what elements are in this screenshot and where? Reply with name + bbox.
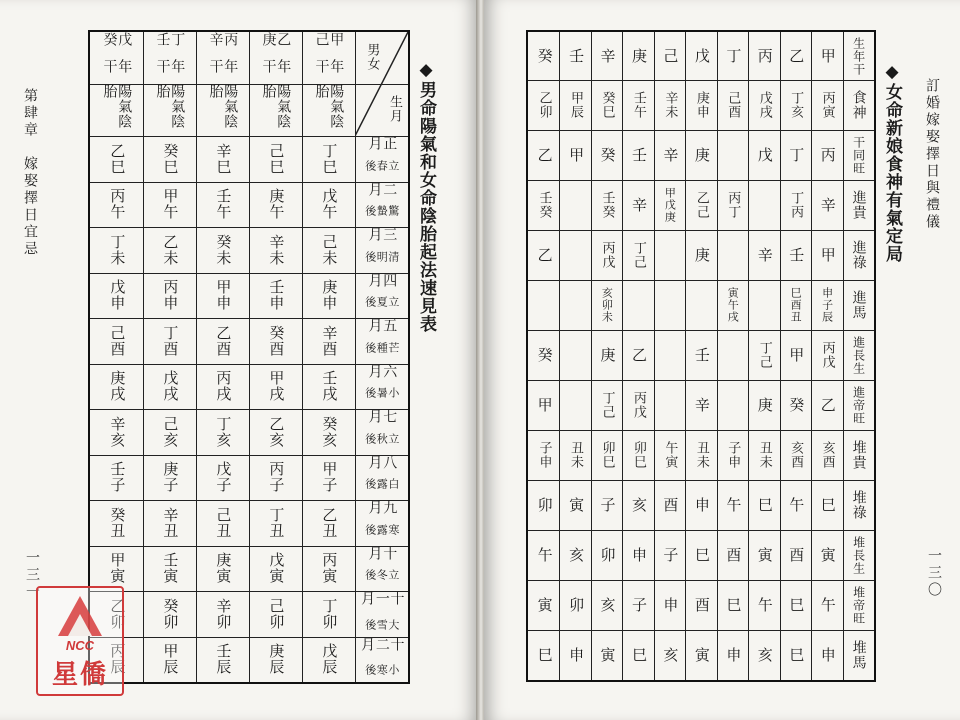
stem-branch-cell: 卯巳 [599, 441, 615, 469]
ganzhi-cell: 己酉 [108, 324, 127, 357]
ganzhi-cell: 丙午 [108, 188, 127, 221]
stem-branch-cell: 丁己 [599, 391, 615, 419]
month-cell [355, 227, 408, 273]
stem-branch-cell [559, 280, 590, 330]
stem-branch-cell: 甲 [567, 147, 586, 163]
ganzhi-cell: 辛丑 [161, 506, 180, 539]
stem-branch-cell: 丁丙 [788, 191, 804, 219]
stem-branch-cell: 亥 [755, 647, 774, 663]
ganzhi-cell: 癸丑 [108, 506, 127, 539]
solar-term-label: 小寒後 [363, 664, 400, 677]
stem-branch-cell [717, 380, 748, 430]
stem-branch-cell: 辛 [692, 397, 711, 413]
yang-yin-subheader: 陽氣陰胎 [260, 84, 292, 129]
ganzhi-cell: 己卯 [267, 597, 286, 630]
stem-branch-cell: 申 [567, 647, 586, 663]
stem-branch-cell: 亥 [598, 597, 617, 613]
solar-term-label: 芒種後 [363, 341, 400, 354]
ganzhi-cell: 丁酉 [161, 324, 180, 357]
ganzhi-cell: 甲子 [320, 461, 339, 494]
stem-branch-cell: 申 [629, 547, 648, 563]
stem-branch-cell: 丑未 [693, 441, 709, 469]
month-label: 二月 [366, 181, 398, 197]
stem-branch-cell: 酉 [787, 547, 806, 563]
ganzhi-cell: 壬戌 [320, 370, 339, 403]
ganzhi-cell: 庚午 [267, 188, 286, 221]
stem-branch-cell: 壬 [787, 247, 806, 263]
stem-branch-cell: 壬癸 [536, 191, 552, 219]
solar-term-label: 立春後 [363, 159, 400, 172]
stem-branch-cell: 辛 [818, 197, 837, 213]
ganzhi-cell: 戊申 [108, 279, 127, 312]
stem-branch-cell [654, 230, 685, 280]
stem-branch-cell [748, 280, 779, 330]
stem-branch-cell: 庚 [692, 147, 711, 163]
ganzhi-cell: 戊寅 [267, 552, 286, 585]
stem-branch-cell: 辛 [629, 197, 648, 213]
ganzhi-cell: 丙申 [161, 279, 180, 312]
stem-branch-cell: 庚 [598, 347, 617, 363]
year-stem-header [249, 32, 302, 84]
year-stem-pair: 丁壬 [154, 32, 186, 47]
row-label: 堆貴 [850, 440, 867, 470]
stem-branch-cell: 寅 [692, 647, 711, 663]
month-cell [355, 546, 408, 592]
stem-header: 甲 [818, 48, 837, 64]
ganzhi-cell: 壬午 [214, 188, 233, 221]
year-stem-header [302, 32, 355, 84]
stem-branch-cell: 寅 [598, 647, 617, 663]
stem-branch-cell: 丁 [787, 147, 806, 163]
stem-branch-cell [528, 280, 559, 330]
stem-header: 戊 [692, 48, 711, 64]
ganzhi-cell: 乙巳 [108, 142, 127, 175]
month-cell [355, 364, 408, 410]
month-label: 四月 [366, 272, 398, 288]
ganzhi-cell: 甲申 [214, 279, 233, 312]
stem-branch-cell: 卯 [598, 547, 617, 563]
stem-header: 庚 [629, 48, 648, 64]
stem-branch-cell: 丙戊 [819, 341, 835, 369]
stem-branch-cell: 丁亥 [788, 91, 804, 119]
month-cell [355, 136, 408, 182]
stem-branch-cell [559, 380, 590, 430]
year-stem-pair: 乙庚 [260, 32, 292, 47]
ganzhi-cell: 甲寅 [108, 552, 127, 585]
stem-branch-cell [654, 280, 685, 330]
ganzhi-cell: 庚子 [161, 461, 180, 494]
stem-branch-cell: 辛未 [662, 91, 678, 119]
ganzhi-cell: 辛酉 [320, 324, 339, 357]
year-stem-label: 年干 [313, 59, 345, 74]
stem-branch-cell: 甲辰 [568, 91, 583, 119]
ganzhi-cell: 庚寅 [214, 552, 233, 585]
stem-branch-cell [559, 330, 590, 380]
stem-branch-cell: 申 [818, 647, 837, 663]
stem-branch-cell: 亥 [629, 497, 648, 513]
month-label: 八月 [366, 454, 398, 470]
ganzhi-cell: 壬辰 [214, 643, 233, 676]
ganzhi-cell: 己亥 [161, 415, 180, 448]
row-label: 進長生 [851, 335, 866, 375]
stem-branch-cell: 午 [755, 597, 774, 613]
stem-branch-cell: 壬 [692, 347, 711, 363]
ganzhi-cell: 丙寅 [320, 552, 339, 585]
stem-header: 乙 [787, 48, 806, 64]
yang-yin-subheader: 陽氣陰胎 [313, 84, 345, 129]
ganzhi-cell: 庚申 [320, 279, 339, 312]
year-stem-header [196, 32, 249, 84]
ganzhi-cell: 戊辰 [320, 643, 339, 676]
stem-branch-cell: 壬 [629, 147, 648, 163]
stem-branch-cell: 戊 [755, 147, 774, 163]
month-label: 五月 [366, 318, 398, 333]
ganzhi-cell: 壬子 [108, 461, 127, 494]
stem-branch-cell: 巳 [535, 647, 554, 663]
stem-branch-cell: 丙丁 [725, 191, 741, 219]
ganzhi-cell: 癸酉 [267, 324, 286, 357]
row-label: 進貴 [850, 190, 867, 220]
year-stem-pair: 戊癸 [101, 32, 133, 47]
year-stem-pair: 丙辛 [207, 32, 239, 47]
ganzhi-cell: 乙卯 [108, 597, 127, 630]
stem-branch-cell: 庚 [755, 397, 774, 413]
month-cell [355, 637, 408, 683]
month-cell [355, 318, 408, 364]
stem-branch-cell: 亥卯未 [600, 287, 614, 323]
ganzhi-cell: 乙酉 [214, 324, 233, 357]
stem-branch-cell: 辛 [661, 147, 680, 163]
row-label: 堆馬 [850, 640, 867, 670]
stem-branch-cell: 午 [818, 597, 837, 613]
stem-branch-cell [654, 380, 685, 430]
stem-branch-cell: 子申 [536, 441, 552, 469]
ganzhi-cell: 辛巳 [214, 142, 233, 175]
month-label: 六月 [366, 363, 398, 379]
ganzhi-cell: 戊子 [214, 461, 233, 494]
stem-branch-cell: 寅 [755, 547, 774, 563]
stem-branch-cell: 子 [629, 597, 648, 613]
solar-term-label: 白露後 [363, 478, 400, 491]
ganzhi-cell: 丙子 [267, 461, 286, 494]
ganzhi-cell: 丙辰 [108, 643, 127, 676]
ganzhi-cell: 甲午 [161, 188, 180, 221]
ganzhi-cell: 庚辰 [267, 643, 286, 676]
ganzhi-cell: 辛未 [267, 233, 286, 266]
stem-branch-cell: 卯 [535, 497, 554, 513]
stem-branch-cell: 庚 [692, 247, 711, 263]
stem-branch-cell: 戊戌 [756, 91, 772, 119]
ganzhi-cell: 壬寅 [161, 552, 180, 585]
stem-branch-cell: 癸巳 [599, 91, 615, 119]
watermark-ncc-text: NCC [65, 638, 95, 653]
stem-branch-cell: 甲 [787, 347, 806, 363]
stem-branch-cell: 卯 [567, 597, 586, 613]
stem-header: 丙 [755, 48, 774, 64]
ganzhi-cell: 丁卯 [320, 597, 339, 630]
ncc-watermark-logo [36, 586, 124, 696]
stem-branch-cell: 丙戊 [599, 241, 615, 269]
stem-branch-cell: 午 [535, 547, 554, 563]
ganzhi-cell: 丁未 [108, 233, 127, 266]
ganzhi-cell: 丁丑 [267, 506, 286, 539]
solar-term-label: 驚蟄後 [363, 205, 400, 218]
stem-branch-cell: 巳 [755, 497, 774, 513]
stem-header: 癸 [535, 48, 554, 64]
year-stem-label: 年干 [207, 59, 239, 74]
left-running-header: 第肆章 嫁娶擇日宜忌 [22, 88, 38, 258]
stem-branch-cell: 甲戊庚 [663, 187, 677, 223]
stem-header-label: 生年干 [851, 36, 866, 76]
shi-shen-table [526, 30, 876, 682]
ganzhi-cell: 己未 [320, 233, 339, 266]
ganzhi-cell: 癸亥 [320, 415, 339, 448]
stem-branch-cell: 酉 [661, 497, 680, 513]
solar-term-label: 立秋後 [363, 432, 400, 445]
stem-branch-cell: 巳 [818, 497, 837, 513]
month-cell [355, 591, 408, 637]
right-running-header: 訂婚嫁娶擇日與禮儀 [924, 78, 940, 231]
ganzhi-cell: 戊戌 [161, 370, 180, 403]
row-label: 堆祿 [850, 490, 867, 520]
stem-branch-cell: 亥 [567, 547, 586, 563]
stem-branch-cell: 壬癸 [599, 191, 615, 219]
stem-branch-cell: 乙 [535, 247, 554, 263]
stem-branch-cell [717, 330, 748, 380]
solar-term-label: 立冬後 [363, 569, 400, 582]
stem-branch-cell [717, 230, 748, 280]
ganzhi-cell: 乙丑 [320, 506, 339, 539]
solar-term-label: 立夏後 [363, 296, 400, 309]
month-cell [355, 455, 408, 501]
stem-branch-cell: 寅 [535, 597, 554, 613]
stem-branch-cell: 子申 [725, 441, 741, 469]
month-label: 九月 [366, 500, 398, 515]
stem-branch-cell: 庚申 [693, 91, 709, 119]
stem-branch-cell: 甲 [535, 397, 554, 413]
ganzhi-cell: 甲戌 [267, 370, 286, 403]
row-label: 干同旺 [851, 135, 866, 175]
stem-branch-cell: 卯巳 [630, 441, 646, 469]
stem-branch-cell: 子 [661, 547, 680, 563]
ganzhi-cell: 辛卯 [214, 597, 233, 630]
ganzhi-cell: 甲辰 [161, 643, 180, 676]
stem-branch-cell: 午 [787, 497, 806, 513]
month-label: 七月 [366, 409, 398, 424]
yang-qi-yin-tai-table [88, 30, 410, 684]
ganzhi-cell: 乙亥 [267, 415, 286, 448]
month-cell [355, 409, 408, 455]
stem-branch-cell: 丁己 [756, 341, 772, 369]
solar-term-label: 大雪後 [363, 618, 400, 631]
stem-branch-cell: 癸 [598, 147, 617, 163]
row-label: 進馬 [850, 290, 867, 320]
right-page [484, 0, 960, 720]
yang-yin-subheader: 陽氣陰胎 [154, 84, 186, 129]
ganzhi-cell: 乙未 [161, 233, 180, 266]
ganzhi-cell: 丁巳 [320, 142, 339, 175]
stem-branch-cell: 己酉 [725, 91, 741, 119]
stem-branch-cell: 乙己 [693, 191, 709, 219]
stem-branch-cell: 午 [724, 497, 743, 513]
year-stem-pair: 甲己 [313, 32, 345, 47]
solar-term-label: 寒露後 [363, 523, 400, 536]
ganzhi-cell: 癸卯 [161, 597, 180, 630]
stem-header: 己 [661, 48, 680, 64]
left-page-number: 一三一 [24, 550, 40, 601]
stem-branch-cell: 午寅 [662, 441, 678, 469]
row-label: 食神 [850, 90, 867, 120]
stem-branch-cell: 辛 [755, 247, 774, 263]
stem-branch-cell: 寅午戌 [726, 287, 740, 323]
stem-branch-cell [559, 230, 590, 280]
month-cell [355, 500, 408, 546]
stem-branch-cell: 巳 [787, 647, 806, 663]
row-label: 堆帝旺 [851, 585, 866, 625]
corner-label-gender: 男女 [364, 43, 380, 72]
stem-branch-cell: 乙 [818, 397, 837, 413]
stem-branch-cell: 寅 [567, 497, 586, 513]
stem-branch-cell [654, 330, 685, 380]
ganzhi-cell: 庚戌 [108, 370, 127, 403]
right-table-title: ◆女命新娘食神有氣定局 [882, 62, 902, 263]
right-page-number: 一三〇 [926, 548, 942, 599]
row-label: 進祿 [850, 240, 867, 270]
row-label: 進帝旺 [851, 385, 866, 425]
month-label: 十月 [366, 545, 398, 561]
stem-branch-cell: 丙寅 [819, 91, 835, 119]
month-cell [355, 182, 408, 228]
stem-branch-cell: 申 [661, 597, 680, 613]
ganzhi-cell: 辛亥 [108, 415, 127, 448]
stem-branch-cell [622, 280, 653, 330]
year-stem-label: 年干 [260, 59, 292, 74]
ganzhi-cell: 戊午 [320, 188, 339, 221]
stem-branch-cell: 申 [724, 647, 743, 663]
stem-branch-cell [717, 130, 748, 180]
stem-branch-cell: 丑未 [568, 441, 583, 469]
yang-yin-subheader: 陽氣陰胎 [101, 84, 133, 129]
stem-branch-cell: 亥 [661, 647, 680, 663]
stem-header: 丁 [724, 48, 743, 64]
stem-branch-cell: 壬午 [630, 91, 646, 119]
month-cell [355, 273, 408, 319]
year-stem-header [90, 32, 143, 84]
stem-branch-cell: 癸 [535, 347, 554, 363]
year-stem-label: 年干 [154, 59, 186, 74]
stem-branch-cell: 乙 [535, 147, 554, 163]
stem-branch-cell: 申 [692, 497, 711, 513]
ganzhi-cell: 己巳 [267, 142, 286, 175]
solar-term-label: 清明後 [363, 250, 400, 263]
stem-branch-cell: 癸 [787, 397, 806, 413]
stem-branch-cell: 申子辰 [820, 287, 834, 323]
stem-branch-cell: 丑未 [756, 441, 772, 469]
stem-branch-cell [685, 280, 716, 330]
stem-branch-cell: 甲 [818, 247, 837, 263]
stem-branch-cell: 丙戊 [630, 391, 646, 419]
month-label: 三月 [366, 227, 398, 242]
month-label: 正月 [366, 136, 398, 151]
ganzhi-cell: 丁亥 [214, 415, 233, 448]
year-stem-label: 年干 [101, 59, 133, 74]
row-label: 堆長生 [851, 535, 866, 575]
stem-branch-cell: 酉 [724, 547, 743, 563]
stem-branch-cell: 巳 [692, 547, 711, 563]
stem-branch-cell [748, 180, 779, 230]
ganzhi-cell: 癸未 [214, 233, 233, 266]
stem-branch-cell: 亥酉 [788, 441, 804, 469]
stem-branch-cell [559, 180, 590, 230]
stem-branch-cell: 乙卯 [536, 91, 552, 119]
stem-branch-cell: 巳 [787, 597, 806, 613]
corner-label-month: 生月 [387, 94, 403, 123]
stem-branch-cell: 酉 [692, 597, 711, 613]
watermark-brand-text: 星僑 [51, 660, 108, 690]
left-table-title: ◆男命陽氣和女命陰胎起法速見表 [416, 60, 436, 333]
stem-branch-cell: 巳 [724, 597, 743, 613]
solar-term-label: 小暑後 [363, 387, 400, 400]
year-stem-header [143, 32, 196, 84]
month-label: 十二月 [359, 636, 405, 652]
stem-branch-cell: 巳 [629, 647, 648, 663]
stem-branch-cell: 丙 [818, 147, 837, 163]
ganzhi-cell: 己丑 [214, 506, 233, 539]
stem-header: 辛 [598, 48, 617, 64]
stem-branch-cell: 子 [598, 497, 617, 513]
stem-branch-cell: 丁己 [630, 241, 646, 269]
ganzhi-cell: 癸巳 [161, 142, 180, 175]
month-label: 十一月 [359, 591, 405, 606]
stem-branch-cell: 寅 [818, 547, 837, 563]
stem-branch-cell: 亥酉 [819, 441, 835, 469]
stem-branch-cell: 乙 [629, 347, 648, 363]
yang-yin-subheader: 陽氣陰胎 [207, 84, 239, 129]
stem-header: 壬 [567, 48, 586, 64]
ganzhi-cell: 丙戌 [214, 370, 233, 403]
stem-branch-cell: 巳酉丑 [789, 287, 803, 323]
ganzhi-cell: 壬申 [267, 279, 286, 312]
